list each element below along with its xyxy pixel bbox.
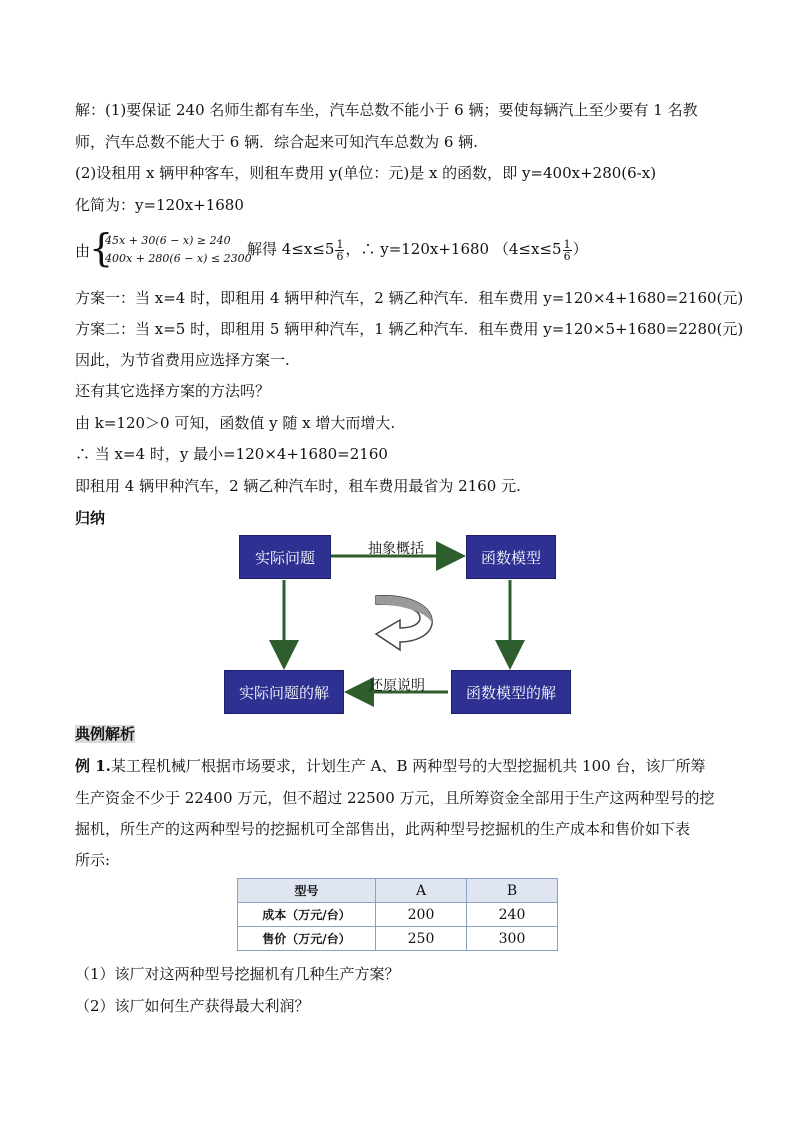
table-cell: 200	[376, 903, 467, 927]
question-1: （1）该厂对这两种型号挖掘机有几种生产方案？	[75, 965, 400, 983]
table-cell: 300	[467, 927, 558, 951]
system-prefix: 由	[75, 242, 91, 260]
solution-range: 解得 4≤x≤5	[247, 240, 335, 258]
brace-symbol: {	[89, 226, 114, 270]
solution-line-1: 解：(1)要保证 240 名师生都有车坐，汽车总数不能小于 6 辆；要使每辆汽上至少要有 1 名教	[75, 101, 698, 119]
plan-2: 方案二：当 x=5 时，即租用 5 辆甲种汽车，1 辆乙种汽车．租车费用 y=120×5+1680=2280(元)	[75, 320, 744, 338]
example-heading-text: 典例解析	[75, 725, 136, 743]
edge-label-restore: 还原说明	[369, 678, 425, 694]
example-label: 例 1.	[75, 757, 111, 775]
table-row	[238, 903, 558, 927]
fraction-2-denominator: 6	[563, 249, 571, 263]
system-equation-1: 45x + 30(6 − x) ≥ 240	[105, 234, 231, 247]
example-line-3: 掘机，所生产的这两种型号的挖掘机可全部售出，此两种型号挖掘机的生产成本和售价如下表	[75, 820, 691, 838]
box-model-solution-label: 函数模型的解	[465, 683, 556, 702]
table-cell: 成本（万元/台）	[238, 903, 376, 927]
cycle-arrow-icon	[376, 596, 432, 650]
solution-line-2: 师，汽车总数不能大于 6 辆．综合起来可知汽车总数为 6 辆.	[75, 133, 478, 151]
example-heading	[75, 724, 135, 744]
example-line-1	[75, 756, 705, 776]
box-function-model-label: 函数模型	[480, 548, 541, 567]
table-header-cell: B	[467, 879, 558, 903]
table-header-cell: A	[376, 879, 467, 903]
plan-1: 方案一：当 x=4 时，即租用 4 辆甲种汽车，2 辆乙种汽车．租车费用 y=120×4+1680=2160(元)	[75, 289, 744, 307]
domain-close: ）	[572, 240, 588, 258]
table-header-cell: 型号	[238, 879, 376, 903]
table-row	[238, 927, 558, 951]
box-model-solution	[451, 670, 571, 714]
example-line-2: 生产资金不少于 22400 万元，但不超过 22500 万元，且所筹资金全部用于生产这两种型号的挖	[75, 789, 715, 807]
summary-heading: 归纳	[75, 509, 106, 527]
fraction-denominator: 6	[336, 249, 344, 263]
cost-price-table	[237, 878, 558, 951]
example-text-1: 某工程机械厂根据市场要求，计划生产 A、B 两种型号的大型挖掘机共 100 台，该厂所筹	[110, 757, 706, 775]
system-equation-2: 400x + 280(6 − x) ≤ 2300	[105, 252, 252, 265]
conclusion-line: 即租用 4 辆甲种汽车，2 辆乙种汽车时，租车费用最省为 2160 元.	[75, 477, 521, 495]
box-function-model	[466, 535, 556, 579]
k-line: 由 k=120＞0 可知，函数值 y 随 x 增大而增大.	[75, 414, 396, 432]
function-domain: ，∴ y=120x+1680 （4≤x≤5	[345, 240, 562, 258]
minimum-line: ∴ 当 x=4 时，y 最小=120×4+1680=2160	[75, 445, 388, 463]
fraction-numerator: 1	[336, 237, 344, 251]
other-method-line: 还有其它选择方案的方法吗？	[75, 382, 271, 400]
table-cell: 240	[467, 903, 558, 927]
box-real-problem	[239, 535, 331, 579]
solution-line-3: (2)设租用 x 辆甲种客车，则租车费用 y(单位：元)是 x 的函数，即 y=400x+280(6-x)	[75, 164, 657, 182]
table-header-row	[238, 879, 558, 903]
example-line-4: 所示:	[75, 851, 111, 869]
solution-line-4: 化简为：y=120x+1680	[75, 196, 244, 214]
table-cell: 250	[376, 927, 467, 951]
table-cell: 售价（万元/台）	[238, 927, 376, 951]
choose-line: 因此，为节省费用应选择方案一.	[75, 351, 290, 369]
box-real-solution-label: 实际问题的解	[238, 683, 329, 702]
edge-label-abstract: 抽象概括	[368, 541, 424, 557]
box-real-problem-label: 实际问题	[254, 548, 315, 567]
box-real-solution	[224, 670, 344, 714]
fraction-2-numerator: 1	[563, 237, 571, 251]
question-2: （2）该厂如何生产获得最大利润？	[75, 997, 310, 1015]
